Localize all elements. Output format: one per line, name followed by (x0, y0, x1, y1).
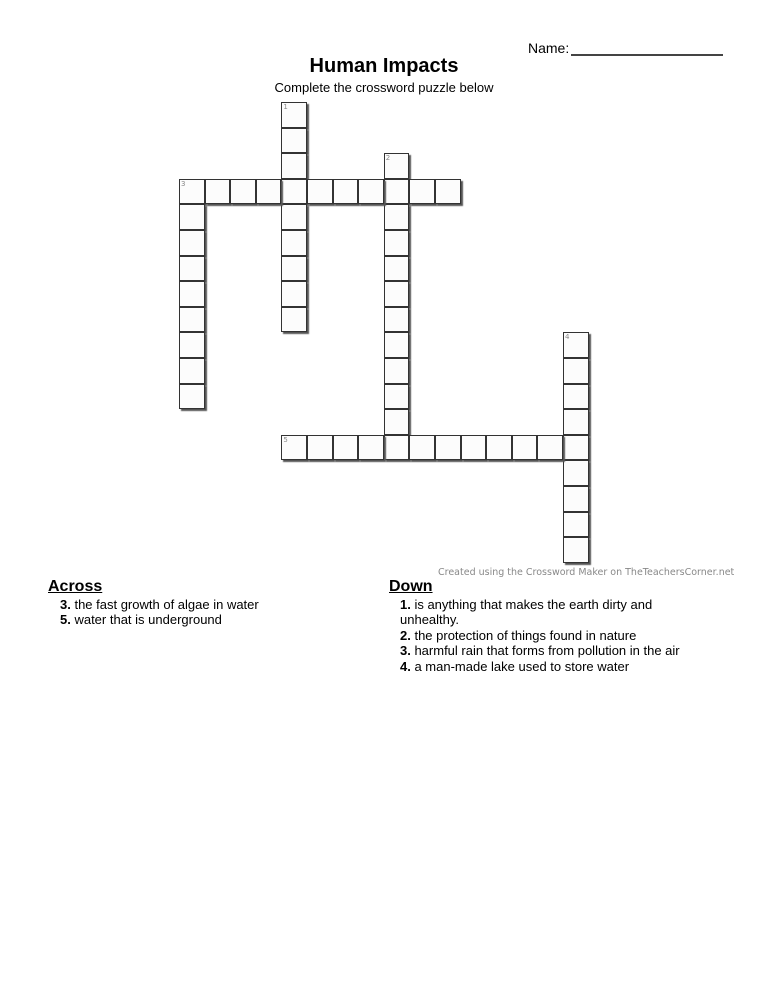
crossword-cell[interactable] (281, 179, 307, 205)
crossword-cell[interactable] (563, 409, 589, 435)
crossword-cell[interactable] (333, 179, 359, 205)
cell-number: 4 (565, 333, 570, 342)
crossword-cell[interactable] (281, 204, 307, 230)
cell-number: 2 (385, 154, 391, 163)
crossword-cell[interactable] (461, 435, 487, 461)
page-subtitle: Complete the crossword puzzle below (274, 80, 494, 95)
crossword-cell[interactable] (205, 179, 231, 205)
crossword-cell[interactable] (384, 230, 410, 256)
crossword-cell[interactable] (384, 409, 410, 435)
clue-down-4 (389, 659, 709, 675)
crossword-cell[interactable] (486, 435, 512, 461)
crossword-cell[interactable] (281, 128, 307, 154)
cell-number: 5 (283, 435, 288, 444)
clue-text: water that is underground (70, 612, 222, 627)
crossword-cell[interactable] (384, 307, 410, 333)
crossword-cell[interactable] (281, 281, 307, 307)
down-clues (389, 579, 709, 674)
clue-down-2 (389, 628, 709, 644)
across-clues (48, 579, 368, 628)
crossword-cell[interactable] (179, 358, 205, 384)
clue-down-3 (389, 643, 709, 659)
crossword-cell[interactable] (179, 384, 205, 410)
crossword-cell[interactable] (435, 179, 461, 205)
clue-number: 3. (400, 643, 411, 658)
clue-text: is anything that makes the earth dirty and unhealthy. (400, 596, 653, 627)
crossword-cell[interactable] (563, 537, 589, 563)
down-heading: Down (389, 578, 433, 595)
crossword-cell[interactable] (409, 179, 435, 205)
clue-number: 2. (400, 627, 411, 643)
crossword-cell[interactable] (358, 435, 384, 461)
crossword-cell[interactable] (384, 332, 410, 358)
crossword-cell[interactable] (384, 179, 410, 205)
crossword-cell[interactable] (563, 332, 589, 358)
crossword-cell[interactable] (281, 307, 307, 333)
crossword-cell[interactable] (384, 256, 410, 282)
crossword-cell[interactable] (179, 256, 205, 282)
cell-number: 3 (181, 179, 186, 188)
crossword-cell[interactable] (384, 281, 410, 307)
crossword-cell[interactable] (333, 435, 359, 461)
crossword-cell[interactable] (358, 179, 384, 205)
crossword-cell[interactable] (512, 435, 538, 461)
page-title: Human Impacts (309, 55, 459, 77)
name-input-line[interactable] (571, 38, 723, 56)
clue-text: the protection of things found in nature (410, 627, 637, 643)
crossword-cell[interactable] (563, 460, 589, 486)
cell-number: 1 (283, 103, 288, 111)
crossword-cell[interactable] (179, 179, 205, 205)
crossword-cell[interactable] (563, 512, 589, 538)
crossword-cell[interactable] (384, 435, 410, 461)
credit-text: Created using the Crossword Maker on TheTeachersCorner.net (438, 567, 735, 578)
crossword-cell[interactable] (281, 102, 307, 128)
clue-text: the fast growth of algae in water (70, 596, 259, 612)
crossword-cell[interactable] (281, 153, 307, 179)
crossword-cell[interactable] (256, 179, 282, 205)
clue-across-3 (48, 597, 368, 613)
crossword-cell[interactable] (281, 256, 307, 282)
crossword-cell[interactable] (179, 281, 205, 307)
clue-across-5 (48, 612, 368, 628)
crossword-cell[interactable] (179, 307, 205, 333)
clue-number: 4. (400, 658, 411, 674)
crossword-cell[interactable] (563, 486, 589, 512)
crossword-cell[interactable] (281, 435, 307, 461)
clue-text: a man-made lake used to store water (410, 658, 630, 674)
crossword-cell[interactable] (537, 435, 563, 461)
clue-text: harmful rain that forms from pollution in the air (410, 643, 680, 658)
crossword-cell[interactable] (435, 435, 461, 461)
crossword-cell[interactable] (409, 435, 435, 461)
crossword-cell[interactable] (563, 358, 589, 384)
clue-number: 1. (400, 596, 411, 612)
crossword-cell[interactable] (384, 384, 410, 410)
crossword-cell[interactable] (384, 358, 410, 384)
across-heading: Across (48, 578, 103, 595)
crossword-cell[interactable] (563, 384, 589, 410)
crossword-cell[interactable] (563, 435, 589, 461)
crossword-cell[interactable] (307, 179, 333, 205)
crossword-cell[interactable] (179, 332, 205, 358)
name-label: Name: (528, 40, 570, 56)
crossword-cell[interactable] (281, 230, 307, 256)
clue-down-1 (389, 597, 709, 628)
clue-number: 3. (60, 596, 71, 612)
crossword-cell[interactable] (230, 179, 256, 205)
crossword-cell[interactable] (384, 204, 410, 230)
crossword-cell[interactable] (307, 435, 333, 461)
crossword-cell[interactable] (384, 153, 410, 179)
name-field (528, 38, 723, 56)
crossword-cell[interactable] (179, 204, 205, 230)
crossword-cell[interactable] (179, 230, 205, 256)
clue-number: 5. (60, 612, 71, 627)
